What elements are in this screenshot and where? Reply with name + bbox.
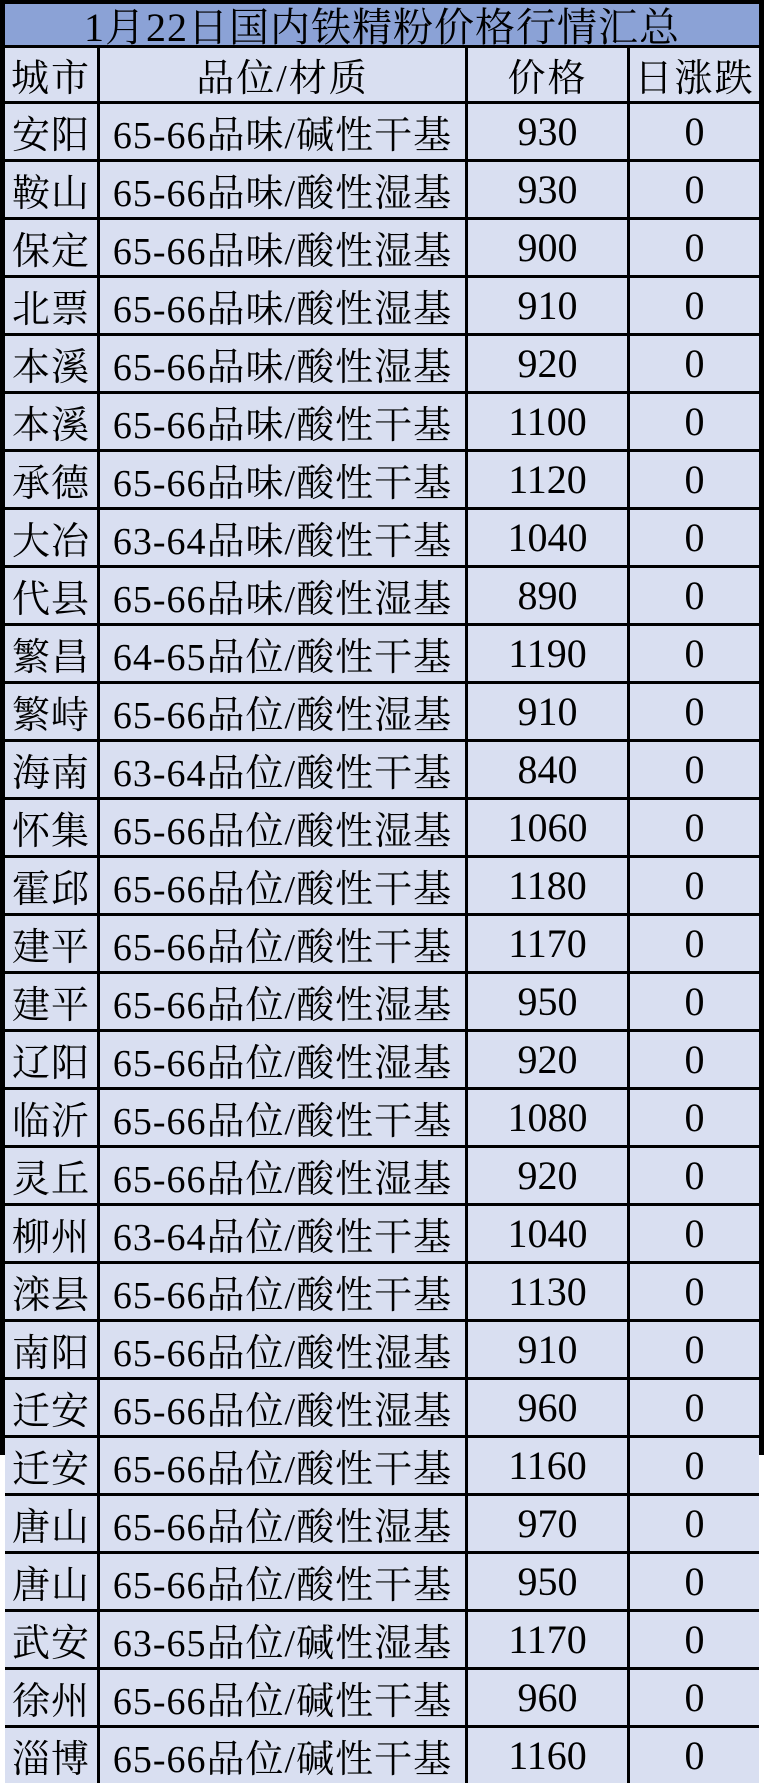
change-cell: 0 <box>630 1148 759 1203</box>
table-row <box>5 1728 759 1783</box>
spec-cell: 65-66品位/碱性干基 <box>100 1728 468 1783</box>
table-row <box>5 394 759 452</box>
table-row <box>5 742 759 800</box>
city-cell: 霍邱 <box>5 858 100 913</box>
table-row <box>5 800 759 858</box>
city-cell: 柳州 <box>5 1206 100 1261</box>
change-cell: 0 <box>630 510 759 565</box>
page-title: 1月22日国内铁精粉价格行情汇总 <box>5 4 759 48</box>
price-cell: 960 <box>468 1380 630 1435</box>
table-header-row <box>5 48 759 104</box>
city-cell: 辽阳 <box>5 1032 100 1087</box>
spec-cell: 65-66品位/酸性湿基 <box>100 1322 468 1377</box>
city-cell: 淄博 <box>5 1728 100 1783</box>
city-cell: 鞍山 <box>5 162 100 217</box>
change-cell: 0 <box>630 1322 759 1377</box>
change-cell: 0 <box>630 800 759 855</box>
table-row <box>5 1438 759 1496</box>
city-cell: 安阳 <box>5 104 100 159</box>
spec-cell: 65-66品位/酸性干基 <box>100 858 468 913</box>
price-cell: 910 <box>468 1322 630 1377</box>
city-cell: 建平 <box>5 916 100 971</box>
table-row <box>5 1612 759 1670</box>
change-cell: 0 <box>630 336 759 391</box>
spec-cell: 65-66品位/酸性湿基 <box>100 974 468 1029</box>
table-row <box>5 278 759 336</box>
price-cell: 920 <box>468 1032 630 1087</box>
price-cell: 1120 <box>468 452 630 507</box>
table-row <box>5 510 759 568</box>
change-cell: 0 <box>630 162 759 217</box>
change-cell: 0 <box>630 1380 759 1435</box>
spec-cell: 65-66品位/酸性湿基 <box>100 1380 468 1435</box>
table-row <box>5 858 759 916</box>
spec-cell: 64-65品位/酸性干基 <box>100 626 468 681</box>
table-row <box>5 104 759 162</box>
city-cell: 迁安 <box>5 1380 100 1435</box>
price-cell: 970 <box>468 1496 630 1551</box>
price-cell: 1190 <box>468 626 630 681</box>
city-cell: 徐州 <box>5 1670 100 1725</box>
table-row <box>5 1380 759 1438</box>
change-cell: 0 <box>630 1438 759 1493</box>
spec-cell: 65-66品位/酸性干基 <box>100 916 468 971</box>
spec-cell: 65-66品味/酸性湿基 <box>100 220 468 275</box>
price-cell: 1080 <box>468 1090 630 1145</box>
price-cell: 950 <box>468 1554 630 1609</box>
header-daily-change: 日涨跌 <box>630 48 759 101</box>
price-cell: 910 <box>468 684 630 739</box>
change-cell: 0 <box>630 626 759 681</box>
price-cell: 950 <box>468 974 630 1029</box>
city-cell: 保定 <box>5 220 100 275</box>
price-cell: 1160 <box>468 1438 630 1493</box>
change-cell: 0 <box>630 220 759 275</box>
table-row <box>5 1090 759 1148</box>
spec-cell: 65-66品位/酸性湿基 <box>100 1148 468 1203</box>
spec-cell: 65-66品位/酸性干基 <box>100 1264 468 1319</box>
price-cell: 920 <box>468 1148 630 1203</box>
table-row <box>5 626 759 684</box>
change-cell: 0 <box>630 1090 759 1145</box>
change-cell: 0 <box>630 394 759 449</box>
table-row <box>5 336 759 394</box>
change-cell: 0 <box>630 1206 759 1261</box>
city-cell: 灵丘 <box>5 1148 100 1203</box>
spec-cell: 65-66品位/碱性干基 <box>100 1670 468 1725</box>
price-cell: 1180 <box>468 858 630 913</box>
city-cell: 唐山 <box>5 1496 100 1551</box>
table-row <box>5 162 759 220</box>
city-cell: 代县 <box>5 568 100 623</box>
table-row <box>5 1554 759 1612</box>
header-price: 价格 <box>468 48 630 101</box>
table-row <box>5 1032 759 1090</box>
price-cell: 840 <box>468 742 630 797</box>
city-cell: 临沂 <box>5 1090 100 1145</box>
table-row <box>5 1322 759 1380</box>
city-cell: 繁峙 <box>5 684 100 739</box>
table-row <box>5 568 759 626</box>
spec-cell: 63-64品位/酸性干基 <box>100 742 468 797</box>
table-row <box>5 684 759 742</box>
price-cell: 1100 <box>468 394 630 449</box>
change-cell: 0 <box>630 858 759 913</box>
change-cell: 0 <box>630 452 759 507</box>
spec-cell: 65-66品位/酸性干基 <box>100 1438 468 1493</box>
city-cell: 本溪 <box>5 336 100 391</box>
price-cell: 890 <box>468 568 630 623</box>
header-city: 城市 <box>5 48 100 101</box>
price-cell: 1160 <box>468 1728 630 1783</box>
table-row <box>5 1206 759 1264</box>
price-cell: 1130 <box>468 1264 630 1319</box>
spec-cell: 65-66品味/酸性湿基 <box>100 568 468 623</box>
change-cell: 0 <box>630 1612 759 1667</box>
price-cell: 900 <box>468 220 630 275</box>
city-cell: 繁昌 <box>5 626 100 681</box>
city-cell: 迁安 <box>5 1438 100 1493</box>
spec-cell: 65-66品味/酸性干基 <box>100 394 468 449</box>
change-cell: 0 <box>630 1728 759 1783</box>
price-cell: 1060 <box>468 800 630 855</box>
spec-cell: 63-64品位/酸性干基 <box>100 1206 468 1261</box>
table-row <box>5 916 759 974</box>
change-cell: 0 <box>630 1554 759 1609</box>
spec-cell: 65-66品味/酸性湿基 <box>100 278 468 333</box>
table-row <box>5 1264 759 1322</box>
spec-cell: 63-64品味/酸性干基 <box>100 510 468 565</box>
price-cell: 1170 <box>468 1612 630 1667</box>
price-cell: 1040 <box>468 510 630 565</box>
city-cell: 本溪 <box>5 394 100 449</box>
table-row <box>5 452 759 510</box>
change-cell: 0 <box>630 1496 759 1551</box>
change-cell: 0 <box>630 278 759 333</box>
header-grade-material: 品位/材质 <box>100 48 468 101</box>
city-cell: 滦县 <box>5 1264 100 1319</box>
spec-cell: 63-65品位/碱性湿基 <box>100 1612 468 1667</box>
change-cell: 0 <box>630 1670 759 1725</box>
city-cell: 海南 <box>5 742 100 797</box>
spec-cell: 65-66品位/酸性干基 <box>100 1554 468 1609</box>
change-cell: 0 <box>630 916 759 971</box>
change-cell: 0 <box>630 568 759 623</box>
spec-cell: 65-66品位/酸性湿基 <box>100 1032 468 1087</box>
change-cell: 0 <box>630 684 759 739</box>
table-row <box>5 1670 759 1728</box>
city-cell: 北票 <box>5 278 100 333</box>
change-cell: 0 <box>630 742 759 797</box>
spec-cell: 65-66品位/酸性干基 <box>100 1090 468 1145</box>
table-row <box>5 1148 759 1206</box>
table-row <box>5 220 759 278</box>
table-row <box>5 1496 759 1554</box>
spec-cell: 65-66品位/酸性湿基 <box>100 684 468 739</box>
spec-cell: 65-66品味/酸性干基 <box>100 452 468 507</box>
price-cell: 1040 <box>468 1206 630 1261</box>
spec-cell: 65-66品味/酸性湿基 <box>100 336 468 391</box>
spec-cell: 65-66品位/酸性湿基 <box>100 1496 468 1551</box>
city-cell: 建平 <box>5 974 100 1029</box>
price-cell: 920 <box>468 336 630 391</box>
change-cell: 0 <box>630 1264 759 1319</box>
change-cell: 0 <box>630 104 759 159</box>
price-cell: 960 <box>468 1670 630 1725</box>
city-cell: 怀集 <box>5 800 100 855</box>
spec-cell: 65-66品位/酸性湿基 <box>100 800 468 855</box>
city-cell: 南阳 <box>5 1322 100 1377</box>
spec-cell: 65-66品味/碱性干基 <box>100 104 468 159</box>
change-cell: 0 <box>630 974 759 1029</box>
price-cell: 930 <box>468 104 630 159</box>
city-cell: 唐山 <box>5 1554 100 1609</box>
price-cell: 930 <box>468 162 630 217</box>
spec-cell: 65-66品味/酸性湿基 <box>100 162 468 217</box>
city-cell: 武安 <box>5 1612 100 1667</box>
city-cell: 大冶 <box>5 510 100 565</box>
price-cell: 910 <box>468 278 630 333</box>
change-cell: 0 <box>630 1032 759 1087</box>
city-cell: 承德 <box>5 452 100 507</box>
table-row <box>5 974 759 1032</box>
price-cell: 1170 <box>468 916 630 971</box>
